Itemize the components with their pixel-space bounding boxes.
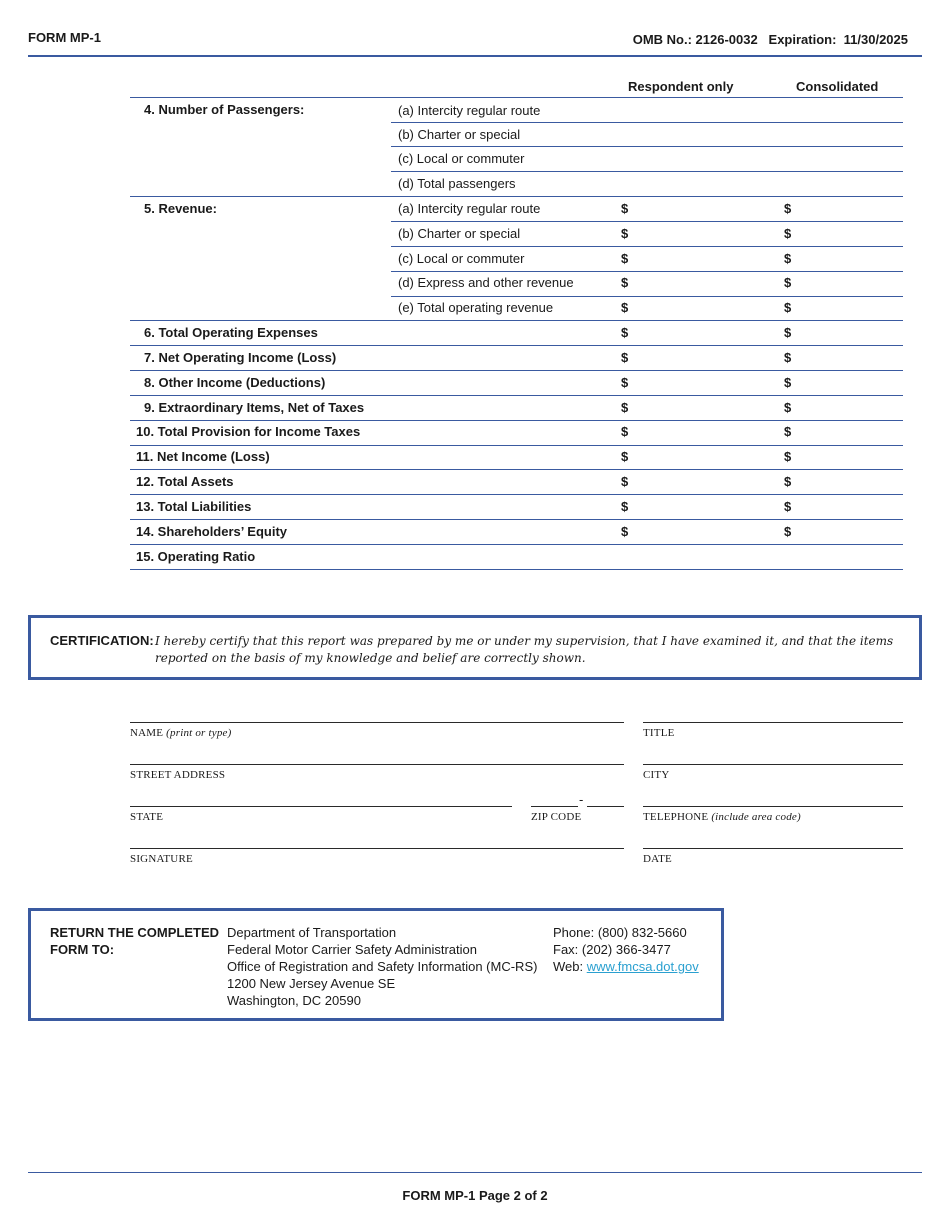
- signature-line[interactable]: [130, 848, 624, 849]
- consolidated-dollar-sign: $: [784, 251, 792, 266]
- item-7-label: 7. Net Operating Income (Loss): [144, 350, 337, 365]
- respondent-dollar-sign: $: [621, 449, 629, 464]
- consolidated-dollar-sign: $: [784, 524, 792, 539]
- return-contact: [553, 924, 699, 975]
- consolidated-dollar-sign: $: [784, 201, 792, 216]
- revenue-sub-d: (d) Express and other revenue: [398, 275, 574, 290]
- footer-rule: [28, 1172, 922, 1173]
- revenue-sub-e: (e) Total operating revenue: [398, 300, 554, 315]
- table-row-rule: [130, 97, 903, 98]
- table-row-rule: [130, 445, 903, 446]
- city-line[interactable]: [643, 764, 903, 765]
- street-line[interactable]: [130, 764, 624, 765]
- return-label-line2: FORM TO:: [50, 942, 115, 957]
- consolidated-dollar-sign: $: [784, 375, 792, 390]
- telephone-label-text: TELEPHONE: [643, 811, 709, 823]
- address-line: Office of Registration and Safety Information (MC-RS): [227, 959, 538, 974]
- date-line[interactable]: [643, 848, 903, 849]
- consolidated-dollar-sign: $: [784, 275, 792, 290]
- table-row-rule: [130, 345, 903, 346]
- respondent-dollar-sign: $: [621, 400, 629, 415]
- date-label: DATE: [643, 853, 672, 865]
- web-label: Web:: [553, 959, 587, 974]
- table-row-rule: [130, 569, 903, 570]
- name-hint: (print or type): [166, 727, 232, 739]
- return-box: [28, 908, 724, 1021]
- name-label: [130, 727, 231, 739]
- respondent-dollar-sign: $: [621, 375, 629, 390]
- consolidated-dollar-sign: $: [784, 325, 792, 340]
- item-10-label: 10. Total Provision for Income Taxes: [136, 424, 361, 439]
- state-label: STATE: [130, 811, 164, 823]
- table-row-rule: [391, 296, 903, 297]
- item-15-label: 15. Operating Ratio: [136, 549, 256, 564]
- table-row-rule: [130, 395, 903, 396]
- address-line: 1200 New Jersey Avenue SE: [227, 976, 396, 991]
- address-line: Department of Transportation: [227, 925, 397, 940]
- address-line: Washington, DC 20590: [227, 993, 361, 1008]
- consolidated-dollar-sign: $: [784, 424, 792, 439]
- table-row-rule: [130, 519, 903, 520]
- passengers-sub-a: (a) Intercity regular route: [398, 103, 541, 118]
- zip-line-2[interactable]: [587, 806, 624, 807]
- certification-box: [28, 615, 922, 680]
- city-label: CITY: [643, 769, 670, 781]
- respondent-dollar-sign: $: [621, 350, 629, 365]
- respondent-dollar-sign: $: [621, 524, 629, 539]
- table-row-rule: [391, 122, 903, 123]
- web-link[interactable]: www.fmcsa.dot.gov: [586, 959, 699, 974]
- phone-text: Phone: (800) 832-5660: [553, 925, 687, 940]
- passengers-sub-b: (b) Charter or special: [398, 127, 521, 142]
- name-line[interactable]: [130, 722, 624, 723]
- consolidated-dollar-sign: $: [784, 350, 792, 365]
- return-address: [227, 924, 537, 1009]
- footer-page-label: FORM MP-1 Page 2 of 2: [402, 1188, 548, 1203]
- zip-dash: -: [579, 792, 584, 807]
- table-row-rule: [130, 420, 903, 421]
- item-12-label: 12. Total Assets: [136, 474, 234, 489]
- omb-expiration: OMB No.: 2126-0032 Expiration: 11/30/2025: [632, 32, 908, 47]
- consolidated-dollar-sign: $: [784, 300, 792, 315]
- state-line[interactable]: [130, 806, 512, 807]
- respondent-dollar-sign: $: [621, 474, 629, 489]
- table-row-rule: [130, 196, 903, 197]
- passengers-label: 4. Number of Passengers:: [144, 102, 305, 117]
- title-line[interactable]: [643, 722, 903, 723]
- header-rule: [28, 55, 922, 57]
- col-respondent-heading: Respondent only: [628, 79, 734, 94]
- item-11-label: 11. Net Income (Loss): [136, 449, 270, 464]
- table-row-rule: [130, 469, 903, 470]
- fax-text: Fax: (202) 366-3477: [553, 942, 671, 957]
- signature-label: SIGNATURE: [130, 853, 193, 865]
- name-label-text: NAME: [130, 727, 164, 739]
- table-row-rule: [391, 171, 903, 172]
- col-consolidated-heading: Consolidated: [796, 79, 879, 94]
- passengers-sub-c: (c) Local or commuter: [398, 151, 525, 166]
- zip-label: ZIP CODE: [531, 811, 582, 823]
- certification-text: I hereby certify that this report was prepared by me or under my supervision, that I have examined it, and that the items reported on the basis of my knowledge and belief are correctly shown.: [155, 634, 894, 665]
- revenue-sub-a: (a) Intercity regular route: [398, 201, 541, 216]
- table-row-rule: [391, 146, 903, 147]
- zip-line-1[interactable]: [531, 806, 578, 807]
- item-8-label: 8. Other Income (Deductions): [144, 375, 326, 390]
- revenue-sub-c: (c) Local or commuter: [398, 251, 525, 266]
- respondent-dollar-sign: $: [621, 201, 629, 216]
- table-row-rule: [391, 271, 903, 272]
- passengers-sub-d: (d) Total passengers: [398, 176, 516, 191]
- table-row-rule: [130, 494, 903, 495]
- table-row-rule: [391, 221, 903, 222]
- table-row-rule: [130, 544, 903, 545]
- respondent-dollar-sign: $: [621, 251, 629, 266]
- item-14-label: 14. Shareholders’ Equity: [136, 524, 287, 539]
- web-line: [553, 958, 699, 975]
- respondent-dollar-sign: $: [621, 424, 629, 439]
- street-label: STREET ADDRESS: [130, 769, 226, 781]
- return-label-line1: RETURN THE COMPLETED: [50, 925, 219, 940]
- title-label: TITLE: [643, 727, 675, 739]
- consolidated-dollar-sign: $: [784, 474, 792, 489]
- respondent-dollar-sign: $: [621, 499, 629, 514]
- address-line: Federal Motor Carrier Safety Administration: [227, 942, 477, 957]
- consolidated-dollar-sign: $: [784, 400, 792, 415]
- respondent-dollar-sign: $: [621, 300, 629, 315]
- respondent-dollar-sign: $: [621, 275, 629, 290]
- consolidated-dollar-sign: $: [784, 449, 792, 464]
- form-id: FORM MP-1: [28, 30, 101, 45]
- table-row-rule: [130, 370, 903, 371]
- table-row-rule: [391, 246, 903, 247]
- return-label: [50, 924, 220, 958]
- consolidated-dollar-sign: $: [784, 226, 792, 241]
- consolidated-dollar-sign: $: [784, 499, 792, 514]
- item-13-label: 13. Total Liabilities: [136, 499, 252, 514]
- telephone-hint: (include area code): [711, 811, 801, 823]
- table-row-rule: [130, 320, 903, 321]
- item-9-label: 9. Extraordinary Items, Net of Taxes: [144, 400, 365, 415]
- respondent-dollar-sign: $: [621, 325, 629, 340]
- revenue-sub-b: (b) Charter or special: [398, 226, 521, 241]
- revenue-label: 5. Revenue:: [144, 201, 217, 216]
- item-6-label: 6. Total Operating Expenses: [144, 325, 318, 340]
- certification-label: CERTIFICATION:: [50, 633, 154, 648]
- telephone-label: [643, 811, 801, 823]
- respondent-dollar-sign: $: [621, 226, 629, 241]
- telephone-line[interactable]: [643, 806, 903, 807]
